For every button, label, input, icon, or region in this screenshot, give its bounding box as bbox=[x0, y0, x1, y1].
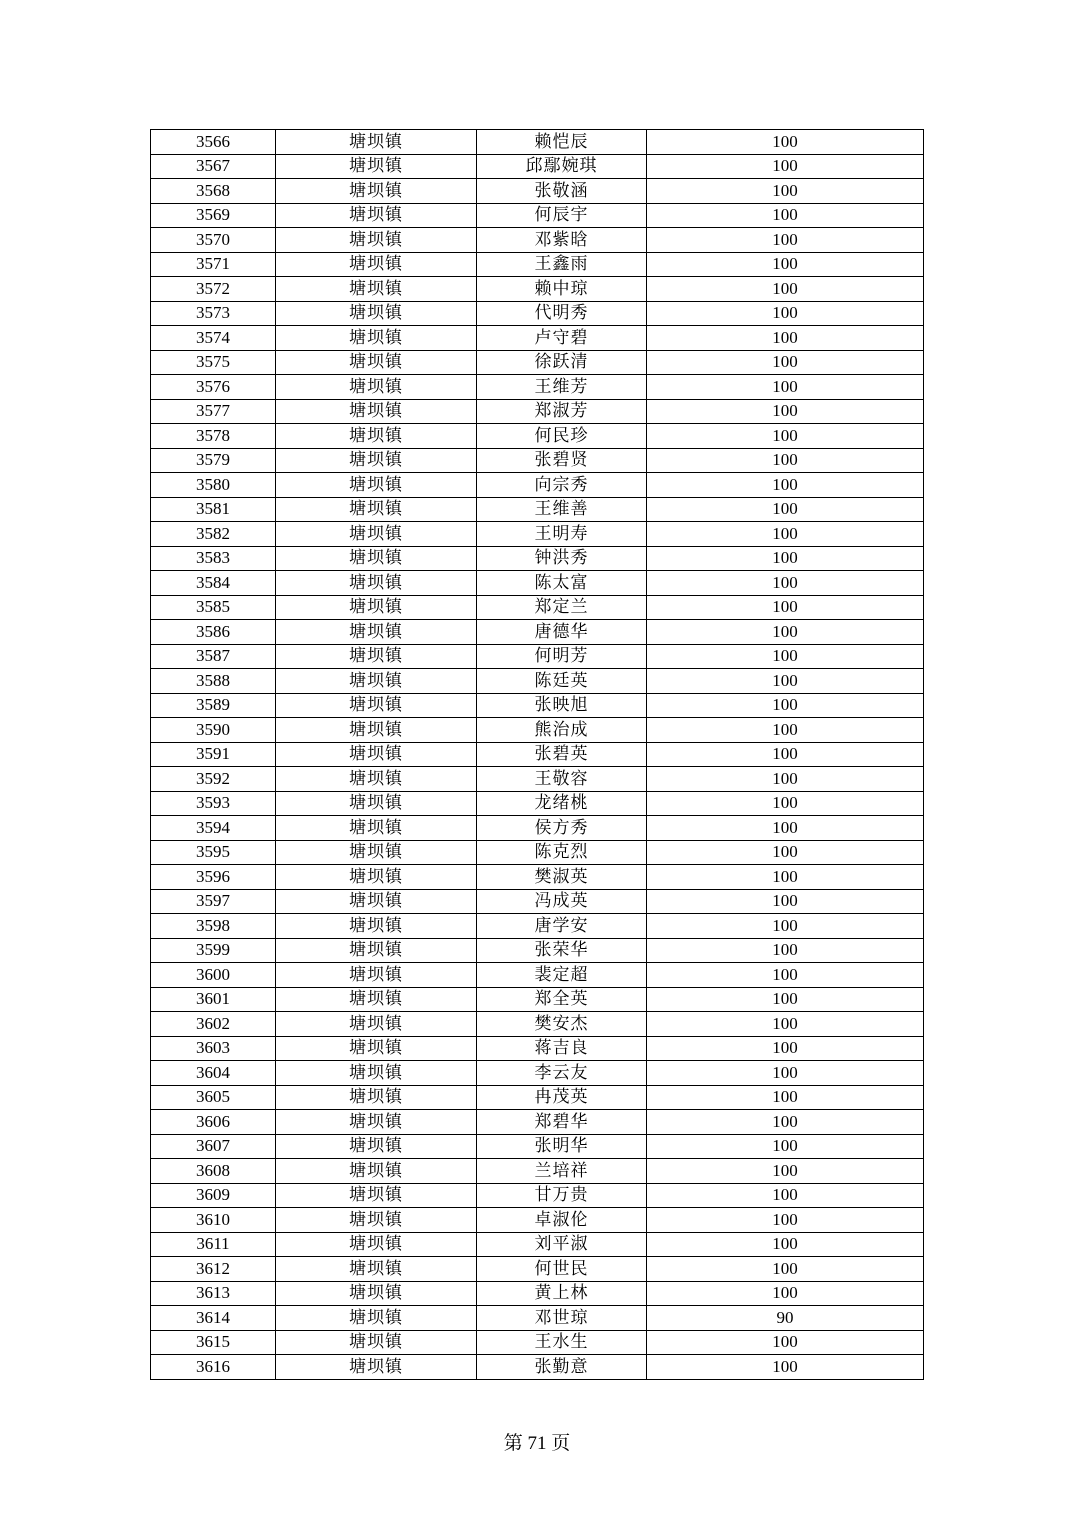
amount-cell: 100 bbox=[647, 546, 924, 571]
amount-cell: 100 bbox=[647, 326, 924, 351]
row-number-cell: 3592 bbox=[151, 767, 276, 792]
town-cell: 塘坝镇 bbox=[276, 154, 477, 179]
amount-cell: 100 bbox=[647, 399, 924, 424]
table-row bbox=[151, 1355, 924, 1380]
name-cell: 邱鄢婉琪 bbox=[477, 154, 647, 179]
row-number-cell: 3583 bbox=[151, 546, 276, 571]
row-number-cell: 3569 bbox=[151, 203, 276, 228]
name-cell: 郑淑芳 bbox=[477, 399, 647, 424]
roster-table-body bbox=[151, 130, 924, 1380]
amount-cell: 100 bbox=[647, 595, 924, 620]
name-cell: 张碧英 bbox=[477, 742, 647, 767]
name-cell: 熊治成 bbox=[477, 718, 647, 743]
amount-cell: 100 bbox=[647, 840, 924, 865]
row-number-cell: 3595 bbox=[151, 840, 276, 865]
amount-cell: 100 bbox=[647, 1257, 924, 1282]
name-cell: 张映旭 bbox=[477, 693, 647, 718]
table-row bbox=[151, 1110, 924, 1135]
amount-cell: 100 bbox=[647, 1183, 924, 1208]
name-cell: 代明秀 bbox=[477, 301, 647, 326]
table-row bbox=[151, 1012, 924, 1037]
amount-cell: 100 bbox=[647, 791, 924, 816]
table-row bbox=[151, 1306, 924, 1331]
name-cell: 甘万贵 bbox=[477, 1183, 647, 1208]
town-cell: 塘坝镇 bbox=[276, 399, 477, 424]
town-cell: 塘坝镇 bbox=[276, 1036, 477, 1061]
amount-cell: 100 bbox=[647, 1355, 924, 1380]
name-cell: 王鑫雨 bbox=[477, 252, 647, 277]
table-row bbox=[151, 987, 924, 1012]
table-row bbox=[151, 1208, 924, 1233]
name-cell: 龙绪桃 bbox=[477, 791, 647, 816]
table-row bbox=[151, 595, 924, 620]
amount-cell: 100 bbox=[647, 865, 924, 890]
town-cell: 塘坝镇 bbox=[276, 620, 477, 645]
town-cell: 塘坝镇 bbox=[276, 1110, 477, 1135]
town-cell: 塘坝镇 bbox=[276, 1012, 477, 1037]
town-cell: 塘坝镇 bbox=[276, 914, 477, 939]
name-cell: 王维芳 bbox=[477, 375, 647, 400]
table-row bbox=[151, 130, 924, 155]
row-number-cell: 3593 bbox=[151, 791, 276, 816]
name-cell: 黄上林 bbox=[477, 1281, 647, 1306]
row-number-cell: 3589 bbox=[151, 693, 276, 718]
table-row bbox=[151, 693, 924, 718]
row-number-cell: 3581 bbox=[151, 497, 276, 522]
amount-cell: 100 bbox=[647, 1159, 924, 1184]
table-row bbox=[151, 767, 924, 792]
amount-cell: 100 bbox=[647, 154, 924, 179]
row-number-cell: 3603 bbox=[151, 1036, 276, 1061]
town-cell: 塘坝镇 bbox=[276, 963, 477, 988]
row-number-cell: 3572 bbox=[151, 277, 276, 302]
town-cell: 塘坝镇 bbox=[276, 546, 477, 571]
town-cell: 塘坝镇 bbox=[276, 473, 477, 498]
amount-cell: 100 bbox=[647, 179, 924, 204]
name-cell: 张荣华 bbox=[477, 938, 647, 963]
table-row bbox=[151, 1330, 924, 1355]
town-cell: 塘坝镇 bbox=[276, 889, 477, 914]
row-number-cell: 3602 bbox=[151, 1012, 276, 1037]
table-row bbox=[151, 816, 924, 841]
name-cell: 樊淑英 bbox=[477, 865, 647, 890]
town-cell: 塘坝镇 bbox=[276, 1355, 477, 1380]
town-cell: 塘坝镇 bbox=[276, 350, 477, 375]
table-row bbox=[151, 865, 924, 890]
row-number-cell: 3566 bbox=[151, 130, 276, 155]
name-cell: 李云友 bbox=[477, 1061, 647, 1086]
amount-cell: 100 bbox=[647, 620, 924, 645]
row-number-cell: 3599 bbox=[151, 938, 276, 963]
table-row bbox=[151, 1061, 924, 1086]
row-number-cell: 3598 bbox=[151, 914, 276, 939]
name-cell: 钟洪秀 bbox=[477, 546, 647, 571]
amount-cell: 100 bbox=[647, 1232, 924, 1257]
town-cell: 塘坝镇 bbox=[276, 375, 477, 400]
town-cell: 塘坝镇 bbox=[276, 791, 477, 816]
town-cell: 塘坝镇 bbox=[276, 1061, 477, 1086]
row-number-cell: 3615 bbox=[151, 1330, 276, 1355]
table-row bbox=[151, 448, 924, 473]
town-cell: 塘坝镇 bbox=[276, 301, 477, 326]
town-cell: 塘坝镇 bbox=[276, 595, 477, 620]
amount-cell: 100 bbox=[647, 497, 924, 522]
row-number-cell: 3591 bbox=[151, 742, 276, 767]
row-number-cell: 3568 bbox=[151, 179, 276, 204]
amount-cell: 100 bbox=[647, 473, 924, 498]
row-number-cell: 3594 bbox=[151, 816, 276, 841]
table-row bbox=[151, 1257, 924, 1282]
row-number-cell: 3575 bbox=[151, 350, 276, 375]
table-row bbox=[151, 1232, 924, 1257]
row-number-cell: 3616 bbox=[151, 1355, 276, 1380]
amount-cell: 100 bbox=[647, 522, 924, 547]
row-number-cell: 3570 bbox=[151, 228, 276, 253]
table-row bbox=[151, 889, 924, 914]
row-number-cell: 3600 bbox=[151, 963, 276, 988]
row-number-cell: 3571 bbox=[151, 252, 276, 277]
amount-cell: 100 bbox=[647, 669, 924, 694]
row-number-cell: 3596 bbox=[151, 865, 276, 890]
table-row bbox=[151, 1036, 924, 1061]
amount-cell: 100 bbox=[647, 1061, 924, 1086]
town-cell: 塘坝镇 bbox=[276, 840, 477, 865]
town-cell: 塘坝镇 bbox=[276, 718, 477, 743]
row-number-cell: 3587 bbox=[151, 644, 276, 669]
row-number-cell: 3609 bbox=[151, 1183, 276, 1208]
table-row bbox=[151, 1183, 924, 1208]
amount-cell: 100 bbox=[647, 1281, 924, 1306]
town-cell: 塘坝镇 bbox=[276, 987, 477, 1012]
town-cell: 塘坝镇 bbox=[276, 1232, 477, 1257]
row-number-cell: 3610 bbox=[151, 1208, 276, 1233]
table-row bbox=[151, 1159, 924, 1184]
table-row bbox=[151, 938, 924, 963]
town-cell: 塘坝镇 bbox=[276, 1306, 477, 1331]
amount-cell: 100 bbox=[647, 816, 924, 841]
row-number-cell: 3607 bbox=[151, 1134, 276, 1159]
amount-cell: 100 bbox=[647, 228, 924, 253]
name-cell: 唐德华 bbox=[477, 620, 647, 645]
town-cell: 塘坝镇 bbox=[276, 228, 477, 253]
town-cell: 塘坝镇 bbox=[276, 424, 477, 449]
table-row bbox=[151, 473, 924, 498]
table-row bbox=[151, 154, 924, 179]
name-cell: 邓紫晗 bbox=[477, 228, 647, 253]
name-cell: 何世民 bbox=[477, 1257, 647, 1282]
table-row bbox=[151, 571, 924, 596]
table-row bbox=[151, 203, 924, 228]
row-number-cell: 3580 bbox=[151, 473, 276, 498]
roster-table bbox=[150, 129, 924, 1380]
amount-cell: 100 bbox=[647, 1208, 924, 1233]
name-cell: 蒋吉良 bbox=[477, 1036, 647, 1061]
amount-cell: 100 bbox=[647, 914, 924, 939]
name-cell: 张敬涵 bbox=[477, 179, 647, 204]
name-cell: 陈太富 bbox=[477, 571, 647, 596]
name-cell: 冉茂英 bbox=[477, 1085, 647, 1110]
table-row bbox=[151, 1281, 924, 1306]
town-cell: 塘坝镇 bbox=[276, 816, 477, 841]
town-cell: 塘坝镇 bbox=[276, 1159, 477, 1184]
table-row bbox=[151, 277, 924, 302]
name-cell: 侯方秀 bbox=[477, 816, 647, 841]
town-cell: 塘坝镇 bbox=[276, 522, 477, 547]
row-number-cell: 3574 bbox=[151, 326, 276, 351]
town-cell: 塘坝镇 bbox=[276, 742, 477, 767]
table-row bbox=[151, 840, 924, 865]
amount-cell: 100 bbox=[647, 938, 924, 963]
table-row bbox=[151, 424, 924, 449]
name-cell: 冯成英 bbox=[477, 889, 647, 914]
name-cell: 卢守碧 bbox=[477, 326, 647, 351]
name-cell: 郑全英 bbox=[477, 987, 647, 1012]
town-cell: 塘坝镇 bbox=[276, 179, 477, 204]
table-row bbox=[151, 742, 924, 767]
name-cell: 何辰宇 bbox=[477, 203, 647, 228]
amount-cell: 100 bbox=[647, 1134, 924, 1159]
table-row bbox=[151, 669, 924, 694]
amount-cell: 100 bbox=[647, 889, 924, 914]
amount-cell: 100 bbox=[647, 963, 924, 988]
table-row bbox=[151, 791, 924, 816]
amount-cell: 100 bbox=[647, 1110, 924, 1135]
name-cell: 刘平淑 bbox=[477, 1232, 647, 1257]
amount-cell: 100 bbox=[647, 277, 924, 302]
town-cell: 塘坝镇 bbox=[276, 203, 477, 228]
amount-cell: 100 bbox=[647, 987, 924, 1012]
amount-cell: 100 bbox=[647, 252, 924, 277]
name-cell: 樊安杰 bbox=[477, 1012, 647, 1037]
table-row bbox=[151, 914, 924, 939]
name-cell: 陈廷英 bbox=[477, 669, 647, 694]
row-number-cell: 3573 bbox=[151, 301, 276, 326]
row-number-cell: 3608 bbox=[151, 1159, 276, 1184]
row-number-cell: 3577 bbox=[151, 399, 276, 424]
row-number-cell: 3582 bbox=[151, 522, 276, 547]
town-cell: 塘坝镇 bbox=[276, 277, 477, 302]
row-number-cell: 3605 bbox=[151, 1085, 276, 1110]
town-cell: 塘坝镇 bbox=[276, 1208, 477, 1233]
table-row bbox=[151, 228, 924, 253]
town-cell: 塘坝镇 bbox=[276, 644, 477, 669]
amount-cell: 100 bbox=[647, 718, 924, 743]
name-cell: 赖恺辰 bbox=[477, 130, 647, 155]
name-cell: 何明芳 bbox=[477, 644, 647, 669]
amount-cell: 100 bbox=[647, 1330, 924, 1355]
town-cell: 塘坝镇 bbox=[276, 693, 477, 718]
row-number-cell: 3606 bbox=[151, 1110, 276, 1135]
town-cell: 塘坝镇 bbox=[276, 1330, 477, 1355]
row-number-cell: 3604 bbox=[151, 1061, 276, 1086]
name-cell: 兰培祥 bbox=[477, 1159, 647, 1184]
town-cell: 塘坝镇 bbox=[276, 767, 477, 792]
name-cell: 王明寿 bbox=[477, 522, 647, 547]
town-cell: 塘坝镇 bbox=[276, 1257, 477, 1282]
table-row bbox=[151, 546, 924, 571]
town-cell: 塘坝镇 bbox=[276, 1085, 477, 1110]
row-number-cell: 3612 bbox=[151, 1257, 276, 1282]
amount-cell: 100 bbox=[647, 424, 924, 449]
town-cell: 塘坝镇 bbox=[276, 326, 477, 351]
amount-cell: 100 bbox=[647, 1036, 924, 1061]
table-row bbox=[151, 252, 924, 277]
name-cell: 王维善 bbox=[477, 497, 647, 522]
name-cell: 郑定兰 bbox=[477, 595, 647, 620]
town-cell: 塘坝镇 bbox=[276, 130, 477, 155]
amount-cell: 100 bbox=[647, 1085, 924, 1110]
name-cell: 陈克烈 bbox=[477, 840, 647, 865]
row-number-cell: 3585 bbox=[151, 595, 276, 620]
row-number-cell: 3567 bbox=[151, 154, 276, 179]
town-cell: 塘坝镇 bbox=[276, 497, 477, 522]
table-row bbox=[151, 718, 924, 743]
table-row bbox=[151, 301, 924, 326]
amount-cell: 100 bbox=[647, 693, 924, 718]
name-cell: 郑碧华 bbox=[477, 1110, 647, 1135]
table-row bbox=[151, 375, 924, 400]
name-cell: 向宗秀 bbox=[477, 473, 647, 498]
row-number-cell: 3578 bbox=[151, 424, 276, 449]
amount-cell: 100 bbox=[647, 767, 924, 792]
amount-cell: 100 bbox=[647, 644, 924, 669]
amount-cell: 90 bbox=[647, 1306, 924, 1331]
name-cell: 张明华 bbox=[477, 1134, 647, 1159]
table-row bbox=[151, 963, 924, 988]
name-cell: 张勤意 bbox=[477, 1355, 647, 1380]
row-number-cell: 3586 bbox=[151, 620, 276, 645]
row-number-cell: 3579 bbox=[151, 448, 276, 473]
name-cell: 王敬容 bbox=[477, 767, 647, 792]
table-row bbox=[151, 326, 924, 351]
row-number-cell: 3597 bbox=[151, 889, 276, 914]
name-cell: 裴定超 bbox=[477, 963, 647, 988]
amount-cell: 100 bbox=[647, 571, 924, 596]
amount-cell: 100 bbox=[647, 742, 924, 767]
name-cell: 唐学安 bbox=[477, 914, 647, 939]
town-cell: 塘坝镇 bbox=[276, 669, 477, 694]
table-row bbox=[151, 497, 924, 522]
row-number-cell: 3601 bbox=[151, 987, 276, 1012]
amount-cell: 100 bbox=[647, 375, 924, 400]
table-row bbox=[151, 1085, 924, 1110]
row-number-cell: 3576 bbox=[151, 375, 276, 400]
town-cell: 塘坝镇 bbox=[276, 1183, 477, 1208]
town-cell: 塘坝镇 bbox=[276, 252, 477, 277]
name-cell: 邓世琼 bbox=[477, 1306, 647, 1331]
town-cell: 塘坝镇 bbox=[276, 571, 477, 596]
page-number: 第 71 页 bbox=[503, 1433, 571, 1454]
amount-cell: 100 bbox=[647, 203, 924, 228]
amount-cell: 100 bbox=[647, 350, 924, 375]
town-cell: 塘坝镇 bbox=[276, 938, 477, 963]
amount-cell: 100 bbox=[647, 448, 924, 473]
name-cell: 张碧贤 bbox=[477, 448, 647, 473]
name-cell: 赖中琼 bbox=[477, 277, 647, 302]
town-cell: 塘坝镇 bbox=[276, 865, 477, 890]
row-number-cell: 3614 bbox=[151, 1306, 276, 1331]
amount-cell: 100 bbox=[647, 301, 924, 326]
row-number-cell: 3590 bbox=[151, 718, 276, 743]
town-cell: 塘坝镇 bbox=[276, 448, 477, 473]
amount-cell: 100 bbox=[647, 130, 924, 155]
table-row bbox=[151, 522, 924, 547]
name-cell: 徐跃清 bbox=[477, 350, 647, 375]
table-row bbox=[151, 1134, 924, 1159]
table-row bbox=[151, 620, 924, 645]
row-number-cell: 3611 bbox=[151, 1232, 276, 1257]
name-cell: 何民珍 bbox=[477, 424, 647, 449]
name-cell: 王水生 bbox=[477, 1330, 647, 1355]
town-cell: 塘坝镇 bbox=[276, 1281, 477, 1306]
amount-cell: 100 bbox=[647, 1012, 924, 1037]
name-cell: 卓淑伦 bbox=[477, 1208, 647, 1233]
row-number-cell: 3613 bbox=[151, 1281, 276, 1306]
table-row bbox=[151, 179, 924, 204]
table-row bbox=[151, 399, 924, 424]
table-row bbox=[151, 350, 924, 375]
row-number-cell: 3584 bbox=[151, 571, 276, 596]
row-number-cell: 3588 bbox=[151, 669, 276, 694]
table-row bbox=[151, 644, 924, 669]
town-cell: 塘坝镇 bbox=[276, 1134, 477, 1159]
